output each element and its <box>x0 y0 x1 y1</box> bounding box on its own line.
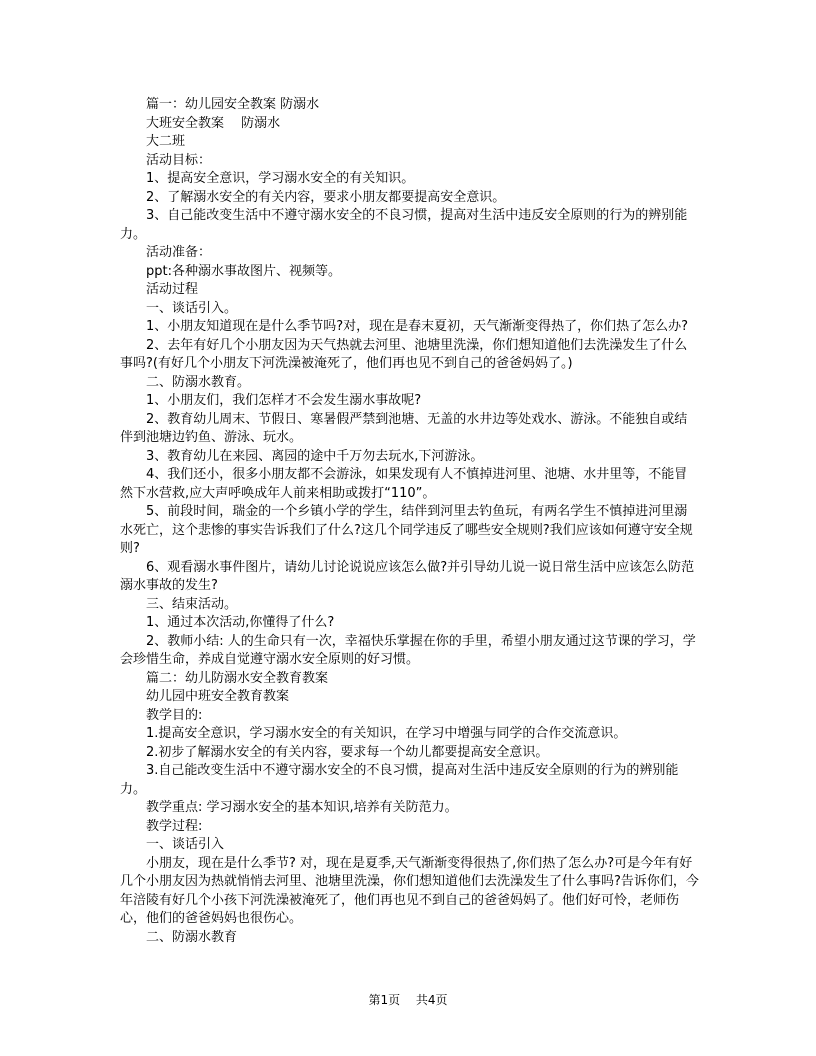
paragraph-line: 二、防溺水教育。 <box>146 374 251 390</box>
paragraph-line: 3、教育幼儿在来园、离园的途中千万勿去玩水,下河游泳。 <box>146 448 484 464</box>
paragraph-line: 一、谈话引入 <box>146 837 225 852</box>
paragraph-line: 2、了解溺水安全的有关内容，要求小朋友都要提高安全意识。 <box>146 189 506 205</box>
paragraph-line: 教学过程: <box>146 818 203 834</box>
paragraph-line: 幼儿园中班安全教育教案 <box>146 689 290 704</box>
paragraph-line: 3、自己能改变生活中不遵守溺水安全的不良习惯，提高对生活中违反安全原则的行为的辨别能力。 <box>120 208 688 242</box>
paragraph-line: 2、教育幼儿周末、节假日、寒暑假严禁到池塘、无盖的水井边等处戏水、游泳。不能独自或结伴到池塘边钓鱼、游泳、玩水。 <box>120 411 688 445</box>
paragraph-line: 教学重点: 学习溺水安全的基本知识,培养有关防范力。 <box>146 800 458 815</box>
paragraph-line: 教学目的: <box>146 707 203 723</box>
paragraph-line: 2、去年有好几个小朋友因为天气热就去河里、池塘里洗澡，你们想知道他们去洗澡发生了什么事吗?(有好几个小朋友下河洗澡被淹死了，他们再也见不到自己的爸爸妈妈了。) <box>120 337 688 371</box>
paragraph-line: 6、观看溺水事件图片，请幼儿讨论说说应该怎么做?并引导幼儿说一说日常生活中应该怎么防范溺水事故的发生? <box>120 559 695 593</box>
paragraph-line: 篇二：幼儿防溺水安全教育教案 <box>146 670 329 686</box>
paragraph-line: 活动目标： <box>146 152 212 168</box>
paragraph-line: 1.提高安全意识，学习溺水安全的有关知识，在学习中增强与同学的合作交流意识。 <box>146 726 627 741</box>
paragraph-line: 活动准备： <box>146 245 212 260</box>
page-footer: 第1页 共4页 <box>368 993 448 1007</box>
paragraph-line: 1、小朋友知道现在是什么季节吗?对，现在是春末夏初，天气渐渐变得热了，你们热了怎么办? <box>146 319 689 334</box>
paragraph-line: 2.初步了解溺水安全的有关内容，要求每一个幼儿都要提高安全意识。 <box>146 744 549 760</box>
paragraph-line: 4、我们还小，很多小朋友都不会游泳，如果发现有人不慎掉进河里、池塘、水井里等，不能冒然下水营救,应大声呼唤成年人前来相助或拨打“110”。 <box>120 467 688 501</box>
paragraph-line: 大二班 <box>146 134 186 149</box>
paragraph-line: 1、通过本次活动,你懂得了什么? <box>146 615 335 630</box>
paragraph-line: 5、前段时间，瑞金的一个乡镇小学的学生，结伴到河里去钓鱼玩，有两名学生不慎掉进河里溺水死亡，这个悲惨的事实告诉我们了什么?这几个同学违反了哪些安全规则?我们应该如何遵守安全规则? <box>120 504 693 556</box>
paragraph-line: 三、结束活动。 <box>146 596 238 612</box>
paragraph-line: 活动过程 <box>146 282 199 297</box>
paragraph-line: 一、谈话引入。 <box>146 300 238 316</box>
paragraph-line: 1、小朋友们，我们怎样才不会发生溺水事故呢? <box>146 393 422 408</box>
paragraph-line: 3.自己能改变生活中不遵守溺水安全的不良习惯，提高对生活中违反安全原则的行为的辨别能力。 <box>120 763 679 797</box>
paragraph-line: 二、防溺水教育 <box>146 929 238 945</box>
paragraph-line: 篇一：幼儿园安全教案 防溺水 <box>146 97 320 112</box>
paragraph-line: 大班安全教案 防溺水 <box>146 115 281 131</box>
paragraph-line: 2、教师小结: 人的生命只有一次，幸福快乐掌握在你的手里，希望小朋友通过这节课的学习，学会珍惜生命，养成自觉遵守溺水安全原则的好习惯。 <box>120 633 696 667</box>
paragraph-line: ppt:各种溺水事故图片、视频等。 <box>146 263 341 279</box>
paragraph-line: 小朋友，现在是什么季节? 对，现在是夏季,天气渐渐变得很热了,你们热了怎么办?可是今年有好几个小朋友因为热就悄悄去河里、池塘里洗澡，你们想知道他们去洗澡发生了什么事吗?告诉你们，今年涪陵有好几个小孩下河洗澡被淹死了，他们再也见不到自己的爸爸妈妈了。他们好可怜，老师伤心，他们的爸爸妈妈也很伤心。 <box>120 855 699 926</box>
document-body <box>120 96 700 947</box>
paragraph-line: 1、提高安全意识，学习溺水安全的有关知识。 <box>146 171 415 186</box>
